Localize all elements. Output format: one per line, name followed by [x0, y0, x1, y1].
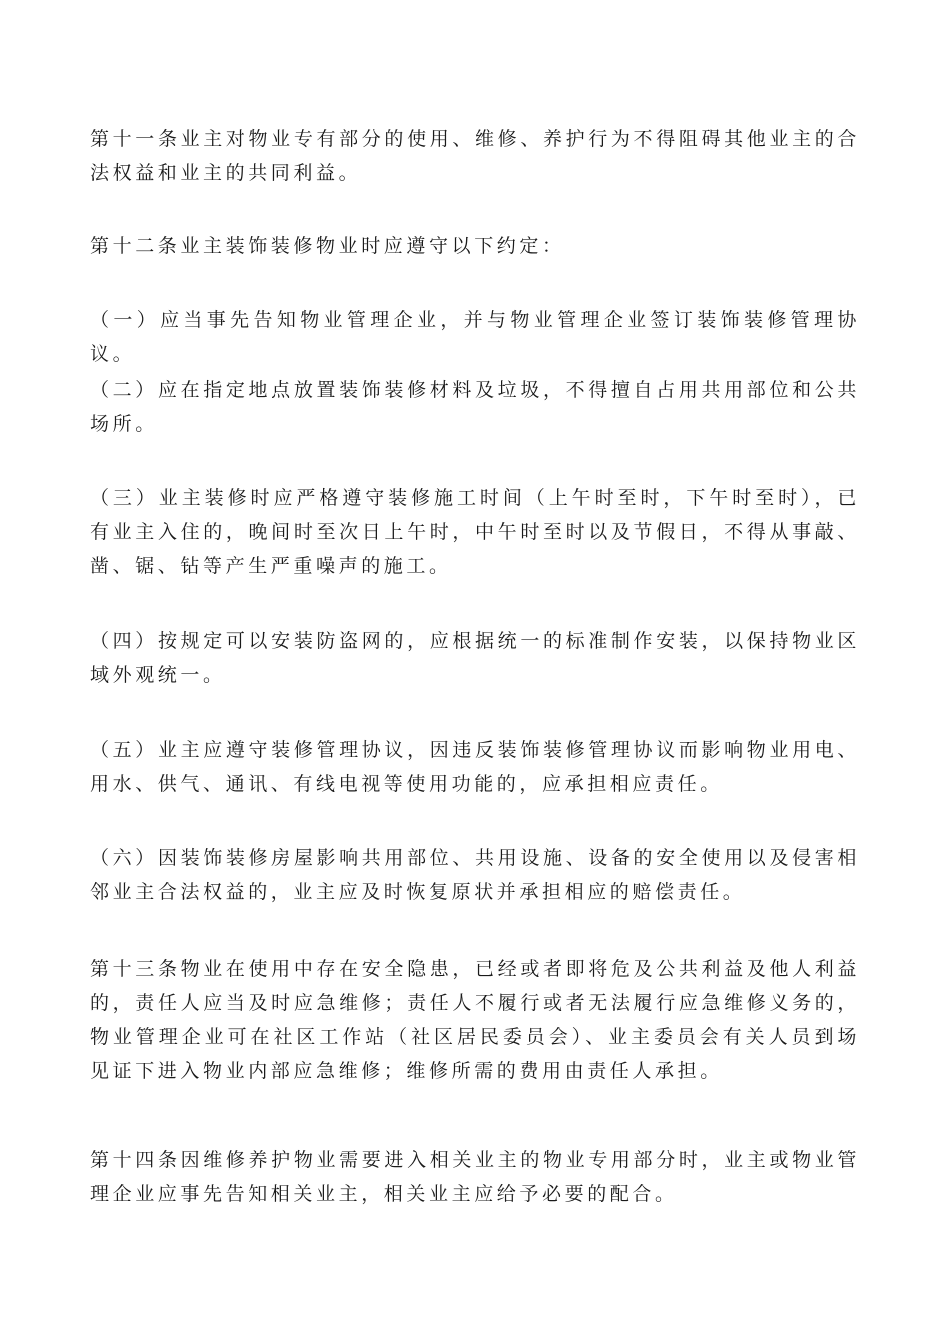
article-12-item-3-paragraph: （三）业主装修时应严格遵守装修施工时间（上午时至时，下午时至时），已有业主入住的，晚间时至次日上午时，中午时至时以及节假日，不得从事敲、凿、锯、钻等产生严重噪声的施工。 [90, 487, 860, 577]
article-12-item-4-paragraph: （四）按规定可以安装防盗网的，应根据统一的标准制作安装，以保持物业区域外观统一。 [90, 630, 860, 686]
article-11-paragraph: 第十一条业主对物业专有部分的使用、维修、养护行为不得阻碍其他业主的合法权益和业主的共同利益。 [90, 128, 860, 184]
article-12-item-1-paragraph: （一）应当事先告知物业管理企业，并与物业管理企业签订装饰装修管理协议。 [90, 309, 860, 365]
article-12-heading-paragraph: 第十二条业主装饰装修物业时应遵守以下约定： [90, 235, 565, 257]
article-14-paragraph: 第十四条因维修养护物业需要进入相关业主的物业专用部分时，业主或物业管理企业应事先告知相关业主，相关业主应给予必要的配合。 [90, 1149, 860, 1205]
article-12-item-5-paragraph: （五）业主应遵守装修管理协议，因违反装饰装修管理协议而影响物业用电、用水、供气、通讯、有线电视等使用功能的，应承担相应责任。 [90, 739, 860, 795]
article-12-item-6-paragraph: （六）因装饰装修房屋影响共用部位、共用设施、设备的安全使用以及侵害相邻业主合法权益的，业主应及时恢复原状并承担相应的赔偿责任。 [90, 847, 860, 903]
article-13-paragraph: 第十三条物业在使用中存在安全隐患，已经或者即将危及公共利益及他人利益的，责任人应当及时应急维修；责任人不履行或者无法履行应急维修义务的，物业管理企业可在社区工作站（社区居民委员会）、业主委员会有关人员到场见证下进入物业内部应急维修；维修所需的费用由责任人承担。 [90, 958, 860, 1082]
article-12-item-2-paragraph: （二）应在指定地点放置装饰装修材料及垃圾，不得擅自占用共用部位和公共场所。 [90, 379, 860, 435]
